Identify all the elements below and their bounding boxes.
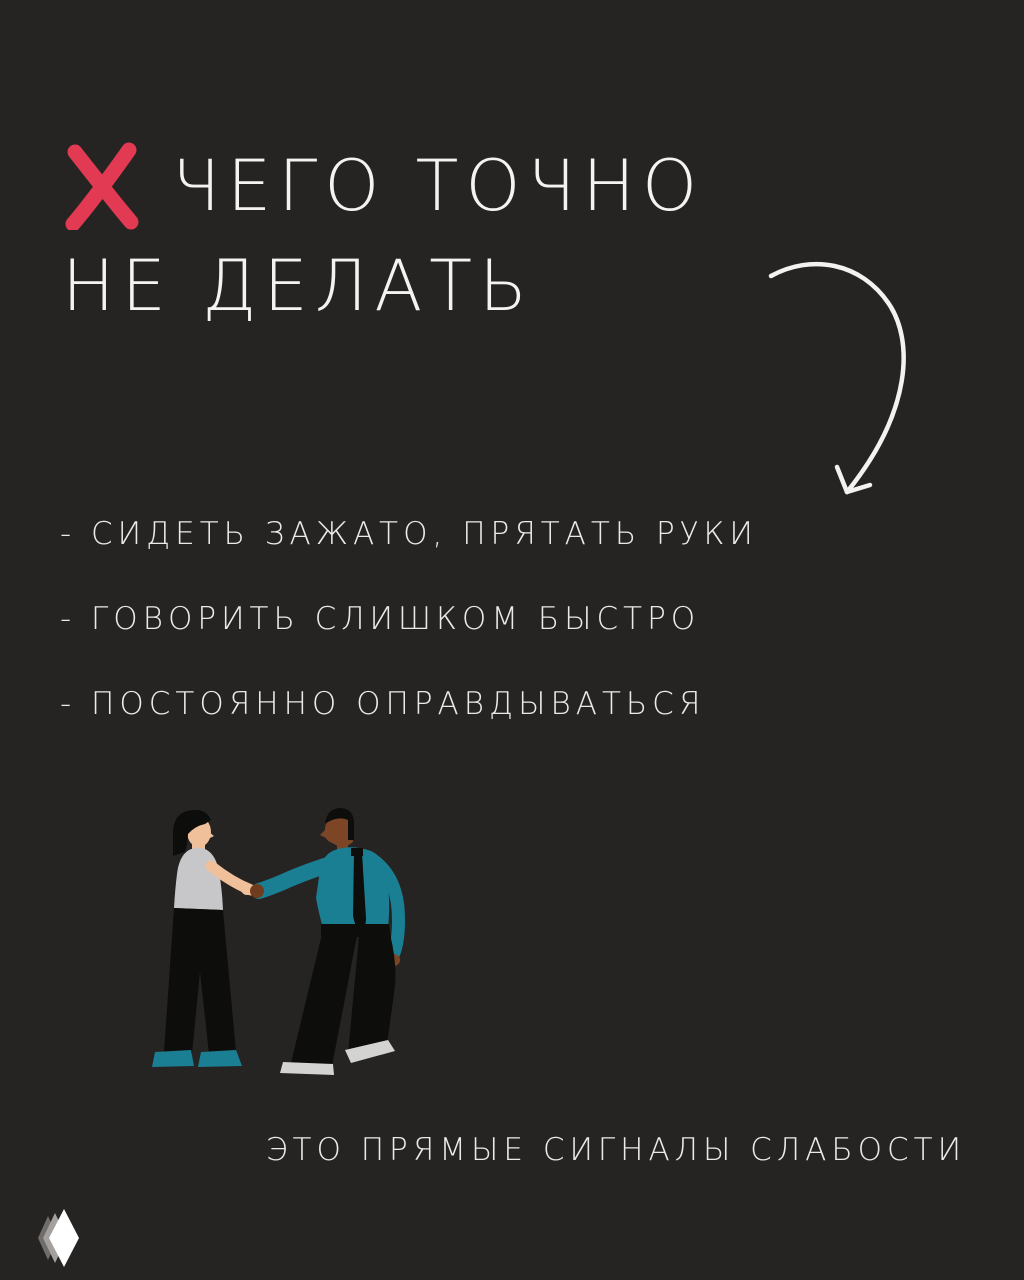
woman-figure bbox=[152, 810, 251, 1067]
page-title-line-1: ЧЕГО ТОЧНО bbox=[172, 145, 705, 227]
dont-item-1: - СИДЕТЬ ЗАЖАТО, ПРЯТАТЬ РУКИ bbox=[60, 516, 758, 552]
layered-diamond-logo-icon bbox=[28, 1206, 84, 1268]
page-title-line-2: НЕ ДЕЛАТЬ bbox=[62, 245, 534, 327]
donts-list bbox=[60, 516, 758, 771]
dont-item-3: - ПОСТОЯННО ОПРАВДЫВАТЬСЯ bbox=[60, 686, 706, 722]
curved-down-arrow-icon bbox=[763, 252, 921, 504]
red-x-icon bbox=[62, 142, 144, 230]
handshake-illustration bbox=[145, 790, 445, 1090]
title-block bbox=[62, 140, 704, 332]
title-row bbox=[62, 140, 704, 232]
dont-item-2: - ГОВОРИТЬ СЛИШКОМ БЫСТРО bbox=[60, 601, 701, 637]
footer-caption: ЭТО ПРЯМЫЕ СИГНАЛЫ СЛАБОСТИ bbox=[265, 1132, 966, 1168]
man-figure bbox=[259, 808, 400, 1075]
